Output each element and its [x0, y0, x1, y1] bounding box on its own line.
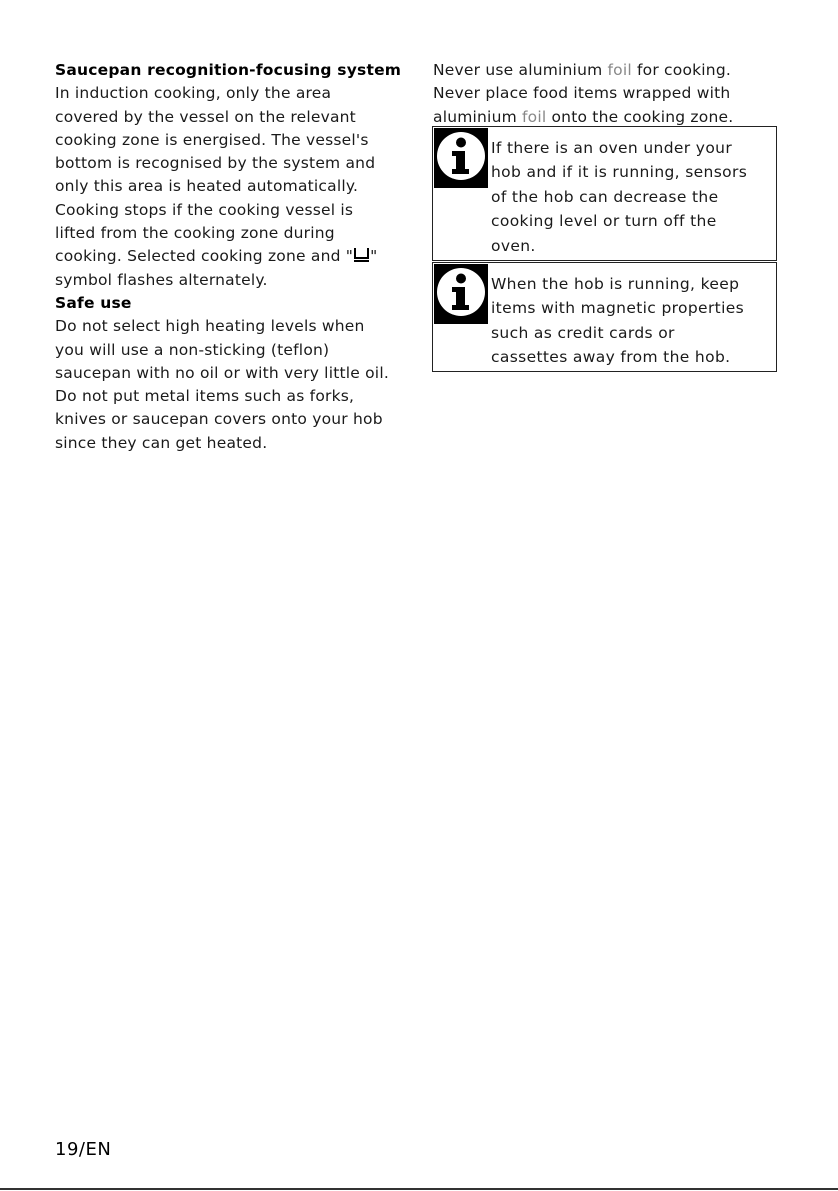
body-line: cooking zone is energised. The vessel's	[55, 130, 369, 149]
body-text: onto the cooking zone.	[546, 107, 734, 126]
body-line: In induction cooking, only the area	[55, 84, 332, 103]
note-line: hob and if it is running, sensors	[491, 163, 748, 182]
section-heading-safe-use: Safe use	[55, 293, 132, 312]
body-line	[433, 59, 778, 82]
body-line: Cooking stops if the cooking vessel is	[55, 200, 354, 219]
note-line: If there is an oven under your	[491, 139, 733, 157]
body-line: symbol flashes alternately.	[55, 270, 268, 289]
body-text: for cooking.	[631, 61, 732, 79]
right-column	[433, 59, 778, 129]
body-line: only this area is heated automatically.	[55, 177, 359, 196]
body-text: "	[370, 247, 378, 266]
body-line: lifted from the cooking zone during	[55, 224, 335, 243]
info-note-magnetic-items	[432, 262, 777, 372]
body-line: Do not put metal items such as forks,	[55, 387, 355, 406]
note-line: cooking level or turn off the	[491, 212, 717, 231]
note-line: oven.	[491, 236, 536, 255]
body-line: Do not select high heating levels when	[55, 317, 365, 336]
info-icon	[434, 128, 488, 188]
body-line: saucepan with no oil or with very little oil.	[55, 363, 389, 382]
body-text: foil	[607, 61, 632, 79]
body-line: since they can get heated.	[55, 433, 268, 452]
body-text: aluminium	[433, 107, 523, 126]
body-line: you will use a non-sticking (teflon)	[55, 340, 330, 359]
section-heading-saucepan-recognition: Saucepan recognition-focusing system	[55, 61, 402, 79]
info-icon	[434, 264, 488, 324]
note-line: cassettes away from the hob.	[491, 348, 731, 367]
body-line: knives or saucepan covers onto your hob	[55, 410, 383, 429]
left-column	[55, 59, 405, 455]
info-note-oven-sensors	[432, 126, 777, 261]
note-line: such as credit cards or	[491, 323, 675, 342]
note-text	[491, 136, 776, 258]
note-line: When the hob is running, keep	[491, 275, 740, 293]
note-text	[491, 272, 776, 370]
bottom-divider	[0, 1188, 838, 1190]
body-text: foil	[522, 107, 547, 126]
note-line: of the hob can decrease the	[491, 187, 719, 206]
body-line: covered by the vessel on the relevant	[55, 107, 356, 126]
body-text: Never use aluminium	[433, 61, 608, 79]
body-line: Never place food items wrapped with	[433, 84, 731, 103]
body-line-with-symbol	[55, 245, 405, 268]
note-line: items with magnetic properties	[491, 299, 745, 318]
saucepan-absent-icon	[354, 248, 369, 262]
body-line: bottom is recognised by the system and	[55, 154, 376, 173]
page-number: 19/EN	[55, 1139, 112, 1160]
body-text: cooking. Selected cooking zone and "	[55, 247, 354, 266]
